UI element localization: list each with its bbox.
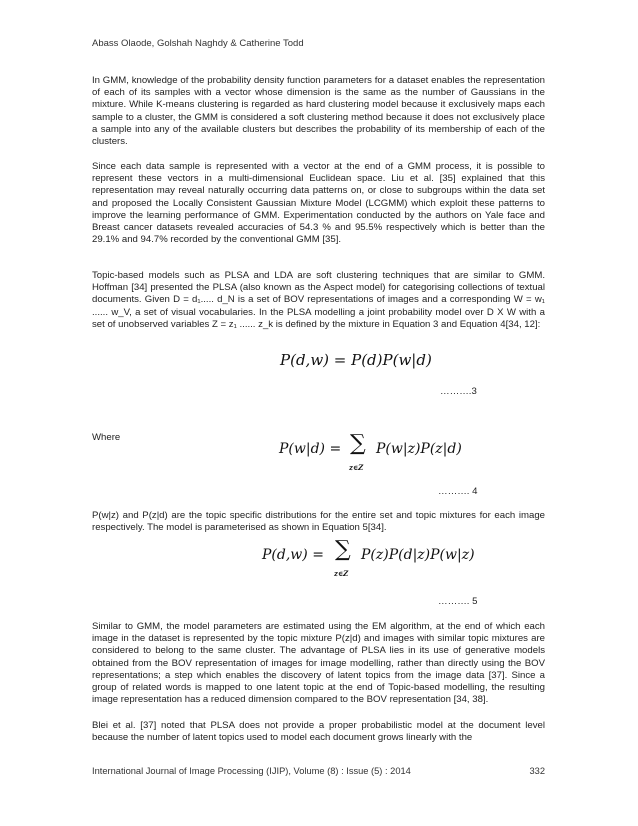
where-label: Where (92, 432, 121, 443)
paragraph-topic-models: Topic-based models such as PLSA and LDA are soft clustering techniques that are similar to GMM. Hoffman [34] presented the PLSA (also known as the Aspect model) for categorising collections of textual documents. Given D = d₁..... d_N is a set of BOV representations of images and a corresponding W = w₁ ...... w_V, a set of visual vocabularies. In the PLSA modelling a joint probability model over D X W with a set of unobserved variables Z = z₁ ...... z_k is defined by the mixture in Equation 3 and Equation 4[34, 12]: (92, 270, 545, 330)
paragraph-em-algorithm: Similar to GMM, the model parameters are estimated using the EM algorithm, at the end of which each image in the dataset is represented by the topic mixture P(z|d) and images with similar topic mixtures are considered to belong to the same cluster. The advantage of PLSA lies in its use of generative models obtained from the BOV representation of images for image modelling, rather than directly using the BOV representations; a step which enables the discovery of latent topics from the image data [37]. Since a group of related words is mapped to one latent topic at the end of Topic-based modelling, the resulting image representation has a reduced dimension compared to the BOV representation [34, 38]. (92, 621, 545, 706)
summation-symbol: ∑ (335, 537, 351, 562)
equation-5-number: ………. 5 (438, 596, 478, 607)
page-footer (92, 766, 545, 776)
equation-4-lhs: P(w|d) = (279, 441, 342, 457)
journal-citation: International Journal of Image Processing (IJIP), Volume (8) : Issue (5) : 2014 (92, 766, 411, 776)
equation-3: P(d,w) = P(d)P(w|d) (280, 351, 432, 369)
paragraph-lcgmm: Since each data sample is represented with a vector at the end of a GMM process, it is possible to represent these vectors in a multi-dimensional Euclidean space. Liu et al. [35] explained that this representation may reveal naturally occurring data patterns on, or close to subgroups within the data set and proposed the Locally Consistent Gaussian Mixture Model (LCGMM) which exploit these patterns to improve the learning performance of GMM. Experimentation conducted by the authors on Yale face and Breast cancer datasets revealed accuracies of 54.3 % and 95.5% respectively which is better than the 29.1% and 94.7% recorded by the conventional GMM [35]. (92, 161, 545, 246)
equation-4-subscript: z∈Z (349, 463, 364, 472)
equation-5 (262, 537, 475, 578)
equation-3-number: ……….3 (440, 386, 477, 397)
equation-5-rhs: P(z)P(d|z)P(w|z) (361, 547, 475, 563)
equation-4 (279, 431, 462, 472)
equation-5-lhs: P(d,w) = (262, 547, 324, 563)
equation-4-number: ………. 4 (438, 486, 478, 497)
summation-symbol: ∑ (350, 431, 366, 456)
running-header: Abass Olaode, Golshah Naghdy & Catherine Todd (92, 38, 304, 49)
equation-5-subscript: z∈Z (334, 569, 349, 578)
equation-4-rhs: P(w|z)P(z|d) (376, 441, 462, 457)
page-number: 332 (529, 766, 545, 776)
paragraph-distributions: P(w|z) and P(z|d) are the topic specific distributions for the entire set and topic mixtures for each image respectively. The model is parameterised as shown in Equation 5[34]. (92, 510, 545, 534)
paragraph-blei: Blei et al. [37] noted that PLSA does not provide a proper probabilistic model at the document level because the number of latent topics used to model each document grows linearly with the (92, 720, 545, 744)
paragraph-gmm-intro: In GMM, knowledge of the probability density function parameters for a dataset enables the representation of each of its samples with a vector whose dimension is the same as the number of Gaussians in the mixture. While K-means clustering is regarded as hard clustering model because it exclusively maps each sample to a cluster, the GMM is considered a soft clustering method because it does not exclusively place a sample into any of the available clusters but describes the probability of its membership of each of the clusters. (92, 75, 545, 148)
